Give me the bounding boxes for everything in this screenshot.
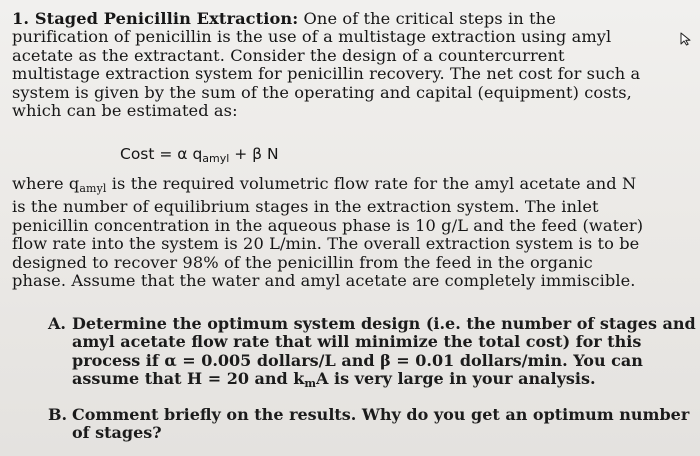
intro-line-5: system is given by the sum of the operating and capital (equipment) costs, bbox=[12, 82, 632, 102]
cost-formula: Cost = α $q_{amyl} + \beta$ N bbox=[120, 145, 279, 165]
question-b-text: Comment briefly on the results. Why do you get an optimum number of stages? bbox=[72, 405, 690, 443]
problem-body bbox=[12, 175, 696, 290]
body-line-1: is the number of equilibrium stages in the extraction system. The inlet bbox=[12, 197, 599, 217]
mouse-pointer-icon bbox=[680, 32, 694, 46]
intro-line-4: multistage extraction system for penicillin recovery. The net cost for such a bbox=[12, 64, 641, 84]
body-line-3: flow rate into the system is 20 L/min. The overall extraction system is to be bbox=[12, 234, 640, 254]
question-a-text: Determine the optimum system design (i.e. the number of stages and amyl acetate flow rate that will minimize the total cost) for this process if α = 0.005 dollars/L and β = 0.01 dollars/min. You can assume that H = 20 and $k_mA$ is very large in your analysis. bbox=[72, 314, 696, 391]
problem-intro bbox=[12, 10, 696, 120]
question-a bbox=[48, 314, 696, 391]
problem-title: 1. Staged Penicillin Extraction: bbox=[12, 9, 299, 28]
intro-line-2: purification of penicillin is the use of a multistage extraction using amyl bbox=[12, 27, 612, 47]
where-line: where $q_{amyl}$ is the required volumetric flow rate for the amyl acetate and N bbox=[12, 174, 637, 195]
intro-line-3: acetate as the extractant. Consider the design of a countercurrent bbox=[12, 45, 565, 65]
body-line-5: phase. Assume that the water and amyl acetate are completely immiscible. bbox=[12, 271, 636, 291]
body-line-4: designed to recover 98% of the penicillin from the feed in the organic bbox=[12, 252, 593, 272]
body-line-2: penicillin concentration in the aqueous phase is 10 g/L and the feed (water) bbox=[12, 215, 644, 235]
question-b-marker: B. bbox=[48, 405, 68, 424]
question-b bbox=[48, 406, 688, 446]
intro-line-1: 1. Staged Penicillin Extraction: One of the critical steps in the bbox=[12, 9, 556, 28]
question-a-marker: A. bbox=[48, 314, 66, 333]
intro-line-6: which can be estimated as: bbox=[12, 101, 238, 121]
